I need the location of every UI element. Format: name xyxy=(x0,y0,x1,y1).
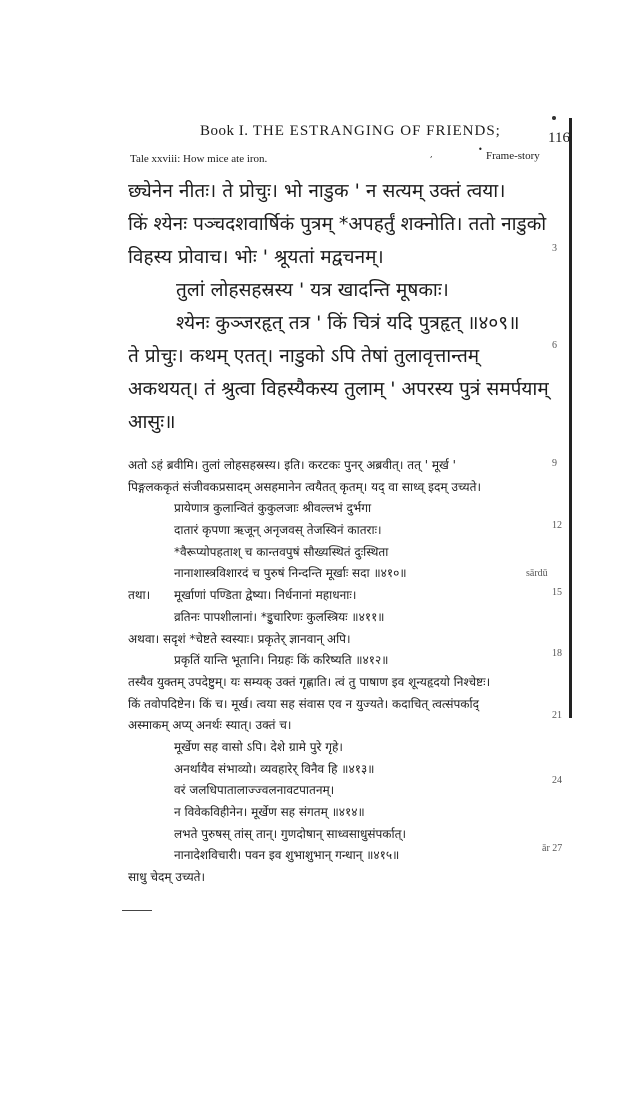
commentary-lead: तथा। xyxy=(128,588,151,603)
commentary-line xyxy=(128,867,598,889)
commentary-block xyxy=(128,455,598,889)
margin-line-number: 18 xyxy=(552,648,562,659)
main-verse-block xyxy=(128,175,588,439)
margin-line-number: ār 27 xyxy=(542,843,563,854)
main-line: ते प्रोचुः। कथम् एतत्। नाडुको ऽपि तेषां तुलावृत्तान्तम् xyxy=(128,345,480,367)
commentary-line xyxy=(128,629,598,651)
commentary-text: लभते पुरुषस् तांस् तान्। गुणदोषान् साध्वसाधुसंपर्कात्। xyxy=(174,826,407,841)
commentary-line xyxy=(128,845,598,867)
stray-mark: , xyxy=(430,150,433,159)
commentary-line xyxy=(128,780,598,802)
commentary-line xyxy=(128,585,598,607)
commentary-line xyxy=(128,607,598,629)
commentary-text: *वैरूप्योपहताश् च कान्तवपुषं सौख्यस्थितं दुःस्थिता xyxy=(174,544,389,559)
commentary-text: प्रायेणात्र कुलान्वितं कुकुलजाः श्रीवल्लभं दुर्भगा xyxy=(174,501,372,516)
page-mark xyxy=(122,910,152,911)
main-line: अकथयत्। तं श्रुत्वा विहस्यैकस्य तुलाम् ' अपरस्य पुत्रं समर्पयाम् xyxy=(128,378,549,400)
margin-line-number: 15 xyxy=(552,587,562,598)
commentary-text: अनर्थायैव संभाव्यो। व्यवहारेर् विनैव हि ॥४१३॥ xyxy=(174,761,375,776)
commentary-text: दातारं कृपणा ऋजून् अनृजवस् तेजस्विनं कातराः। xyxy=(174,523,382,538)
commentary-text: किं तवोपदिष्टेन। किं च। मूर्ख। त्वया सह संवास एव न युज्यते। कदाचित् त्वत्संपर्काद् xyxy=(128,696,479,711)
commentary-text: प्रकृतिं यान्ति भूतानि। निग्रहः किं करिष्यति ॥४१२॥ xyxy=(174,653,389,668)
main-line: छ्येनेन नीतः। ते प्रोचुः। भो नाडुक ' न सत्यम् उक्तं त्वया। xyxy=(128,180,506,202)
commentary-line xyxy=(128,694,598,716)
commentary-line xyxy=(128,520,598,542)
main-line: किं श्येनः पञ्चदशवार्षिकं पुत्रम् *अपहर्तुं शक्नोति। ततो नाडुको xyxy=(128,213,547,235)
commentary-text: तस्यैव युक्तम् उपदेष्टुम्। यः सम्यक् उक्तं गृह्णाति। त्वं तु पाषाण इव शून्यहृदयो निश्चेष्टः। xyxy=(128,674,491,689)
frame-story-label: Frame-story xyxy=(486,150,540,162)
margin-line-number: 6 xyxy=(552,340,557,351)
main-line: आसुः॥ xyxy=(128,411,176,433)
commentary-text: मूर्खेण सह वासो ऽपि। देशे ग्रामे पुरे गृहे। xyxy=(174,739,343,754)
running-header xyxy=(200,123,540,140)
commentary-text: अथवा। सदृशं *चेष्टते स्वस्याः। प्रकृतेर् ज्ञानवान् अपि। xyxy=(128,631,351,646)
main-line: श्येनः कुञ्जरहृत् तत्र ' किं चित्रं यदि पुत्रहृत् ॥४०९॥ xyxy=(176,312,520,334)
commentary-text: नानादेशविचारी। पवन इव शुभाशुभान् गन्धान् ॥४१५॥ xyxy=(174,848,400,863)
commentary-text: न विवेकविहीनेन। मूर्खेण सह संगतम् ॥४१४॥ xyxy=(174,805,365,819)
commentary-line xyxy=(128,498,598,520)
commentary-text: अस्माकम् अप्य् अनर्थः स्यात्। उक्तं च। xyxy=(128,718,292,733)
edge-dot xyxy=(552,116,556,120)
commentary-line xyxy=(128,737,598,759)
main-line: तुलां लोहसहस्रस्य ' यत्र खादन्ति मूषकाः। xyxy=(176,279,449,301)
commentary-line xyxy=(128,455,598,477)
commentary-line xyxy=(128,802,598,824)
commentary-text: व्रतिनः पापशीलानां। *इुचारिणः कुलस्त्रियः ॥४११॥ xyxy=(174,609,385,624)
margin-line-number: 21 xyxy=(552,710,562,721)
tale-subheading: Tale xxviii: How mice ate iron. xyxy=(130,153,268,165)
header-book-label: Book I. xyxy=(200,123,249,139)
header-chapter-title: THE ESTRANGING OF FRIENDS; xyxy=(252,123,501,139)
commentary-line xyxy=(128,477,598,499)
commentary-line xyxy=(128,542,598,564)
commentary-line xyxy=(128,824,598,846)
commentary-line xyxy=(128,672,598,694)
commentary-line xyxy=(128,759,598,781)
stray-mark: • xyxy=(478,145,483,154)
commentary-line xyxy=(128,650,598,672)
commentary-text: नानाशास्त्रविशारदं च पुरुषं निन्दन्ति मूर्खाः सदा ॥४१०॥ xyxy=(174,566,407,581)
margin-line-number: 24 xyxy=(552,775,562,786)
commentary-text: अतो ऽहं ब्रवीमि। तुलां लोहसहस्रस्य। इति। करटकः पुनर् अब्रवीत्। तत् ' मूर्ख ' xyxy=(128,458,456,472)
margin-line-number: 9 xyxy=(552,458,557,469)
page-number: 116 xyxy=(548,130,570,146)
margin-note: sārdū xyxy=(526,568,548,579)
commentary-text: मूर्खाणां पण्डिता द्वेष्या। निर्धनानां महाधनाः। xyxy=(174,588,357,603)
main-line: विहस्य प्रोवाच। भोः ' श्रूयतां मद्वचनम्। xyxy=(128,246,384,268)
commentary-text: वरं जलधिपातालाज्ज्वलनावटपातनम्। xyxy=(174,783,335,798)
commentary-text: पिङ्गलककृतं संजीवकप्रसादम् असहमानेन त्वयैतत् कृतम्। यद् वा साध्व् इदम् उच्यते। xyxy=(128,479,482,494)
commentary-text: साधु चेदम् उच्यते। xyxy=(128,870,206,885)
margin-line-number: 12 xyxy=(552,520,562,531)
margin-line-number: 3 xyxy=(552,243,557,254)
commentary-line xyxy=(128,715,598,737)
